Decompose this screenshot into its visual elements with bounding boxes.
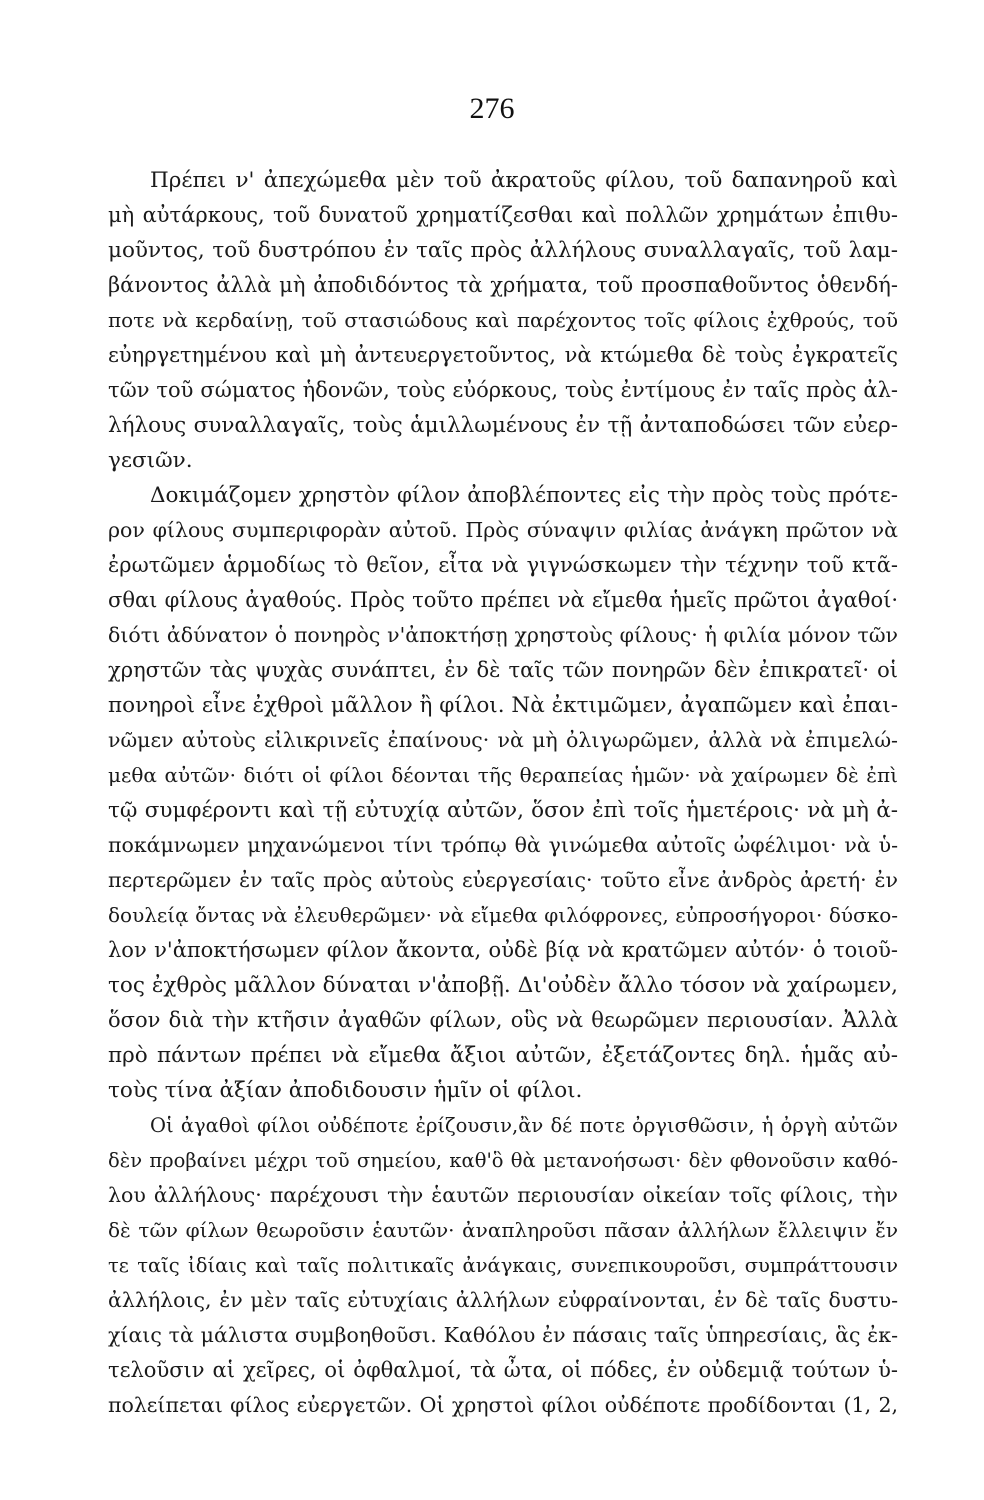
text-line: τε ταῖς ἰδίαις καὶ ταῖς πολιτικαῖς ἀνάγκαις, συνεπικουροῦσι, συμπράττουσιν: [108, 1254, 898, 1277]
text-line: χρηστῶν τὰς ψυχὰς συνάπτει, ἐν δὲ ταῖς τῶν πονηρῶν δὲν ἐπικρατεῖ· οἱ: [108, 658, 898, 682]
paragraph-3: [108, 1108, 898, 1423]
text-line: τοὺς τίνα ἀξίαν ἀποδιδουσιν ἡμῖν οἱ φίλοι.: [108, 1078, 583, 1103]
text-line: τῶν τοῦ σώματος ἡδονῶν, τοὺς εὐόρκους, τοὺς ἐντίμους ἐν ταῖς πρὸς ἀλ-: [108, 378, 898, 402]
paragraph-1: [108, 163, 898, 478]
text-line: ρον φίλους συμπεριφορὰν αὐτοῦ. Πρὸς σύναψιν φιλίας ἀνάγκη πρῶτον νὰ: [108, 518, 898, 542]
text-line: δουλείᾳ ὄντας νὰ ἐλευθερῶμεν· νὰ εἴμεθα φιλόφρονες, εὐπροσήγοροι· δύσκο-: [108, 903, 898, 927]
text-line: πρὸ πάντων πρέπει νὰ εἴμεθα ἄξιοι αὐτῶν, ἐξετάζοντες δηλ. ἡμᾶς αὐ-: [108, 1043, 898, 1068]
text-line: πολείπεται φίλος εὐεργετῶν. Οἱ χρηστοὶ φίλοι οὐδέποτε προδίδονται (1, 2,: [108, 1393, 898, 1417]
text-line: νῶμεν αὐτοὺς εἰλικρινεῖς ἐπαίνους· νὰ μὴ ὀλιγωρῶμεν, ἀλλὰ νὰ ἐπιμελώ-: [108, 728, 898, 752]
text-line: μοῦντος, τοῦ δυστρόπου ἐν ταῖς πρὸς ἀλλήλους συναλλαγαῖς, τοῦ λαμ-: [108, 238, 898, 263]
text-line: λήλους συναλλαγαῖς, τοὺς ἁμιλλωμένους ἐν τῇ ἀνταποδώσει τῶν εὐερ-: [108, 413, 898, 438]
text-line: γεσιῶν.: [108, 448, 193, 473]
text-line: ἀλλήλοις, ἐν μὲν ταῖς εὐτυχίαις ἀλλήλων εὐφραίνονται, ἐν δὲ ταῖς δυστυ-: [108, 1288, 898, 1312]
text-line: μὴ αὐτάρκους, τοῦ δυνατοῦ χρηματίζεσθαι καὶ πολλῶν χρημάτων ἐπιθυ-: [108, 203, 898, 227]
text-line: μεθα αὐτῶν· διότι οἱ φίλοι δέονται τῆς θεραπείας ἡμῶν· νὰ χαίρωμεν δὲ ἐπὶ: [108, 763, 898, 787]
text-line: λου ἀλλήλους· παρέχουσι τὴν ἑαυτῶν περιουσίαν οἰκείαν τοῖς φίλοις, τὴν: [108, 1183, 898, 1207]
text-line: διότι ἀδύνατον ὁ πονηρὸς ν'ἀποκτήσῃ χρηστοὺς φίλους· ἡ φιλία μόνον τῶν: [108, 623, 898, 647]
text-line: βάνοντος ἀλλὰ μὴ ἀποδιδόντος τὰ χρήματα, τοῦ προσπαθοῦντος ὁθενδή-: [108, 273, 898, 297]
text-line: δὲν προβαίνει μέχρι τοῦ σημείου, καθ'ὃ θὰ μετανοήσωσι· δὲν φθονοῦσιν καθό-: [108, 1149, 898, 1172]
text-line: Πρέπει ν' ἀπεχώμεθα μὲν τοῦ ἀκρατοῦς φίλου, τοῦ δαπανηροῦ καὶ: [150, 168, 898, 193]
text-line: δὲ τῶν φίλων θεωροῦσιν ἑαυτῶν· ἀναπληροῦσι πᾶσαν ἀλλήλων ἔλλειψιν ἔν: [108, 1218, 898, 1242]
text-line: Οἱ ἀγαθοὶ φίλοι οὐδέποτε ἐρίζουσιν,ἂν δέ ποτε ὀργισθῶσιν, ἡ ὀργὴ αὐτῶν: [150, 1114, 898, 1137]
body-text: [108, 163, 898, 1423]
text-line: ἐρωτῶμεν ἁρμοδίως τὸ θεῖον, εἶτα νὰ γιγνώσκωμεν τὴν τέχνην τοῦ κτᾶ-: [108, 553, 898, 577]
text-line: τος ἐχθρὸς μᾶλλον δύναται ν'ἀποβῇ. Δι'οὐδὲν ἄλλο τόσον νὰ χαίρωμεν,: [108, 973, 898, 998]
text-line: τῷ συμφέροντι καὶ τῇ εὐτυχίᾳ αὐτῶν, ὅσον ἐπὶ τοῖς ἡμετέροις· νὰ μὴ ἀ-: [108, 798, 898, 823]
text-line: πονηροὶ εἶνε ἐχθροὶ μᾶλλον ἢ φίλοι. Νὰ ἐκτιμῶμεν, ἀγαπῶμεν καὶ ἐπαι-: [108, 693, 898, 718]
text-line: τελοῦσιν αἱ χεῖρες, οἱ ὀφθαλμοί, τὰ ὦτα, οἱ πόδες, ἐν οὐδεμιᾷ τούτων ὑ-: [108, 1358, 898, 1382]
text-line: ποκάμνωμεν μηχανώμενοι τίνι τρόπῳ θὰ γινώμεθα αὐτοῖς ὠφέλιμοι· νὰ ὑ-: [108, 833, 898, 857]
text-line: εὐηργετημένου καὶ μὴ ἀντευεργετοῦντος, νὰ κτώμεθα δὲ τοὺς ἐγκρατεῖς: [108, 343, 898, 367]
paragraph-2: [108, 478, 898, 1108]
text-line: Δοκιμάζομεν χρηστὸν φίλον ἀποβλέποντες εἰς τὴν πρὸς τοὺς πρότε-: [150, 483, 898, 508]
text-line: λον ν'ἀποκτήσωμεν φίλον ἄκοντα, οὐδὲ βίᾳ νὰ κρατῶμεν αὐτόν· ὁ τοιοῦ-: [108, 938, 898, 962]
text-line: χίαις τὰ μάλιστα συμβοηθοῦσι. Καθόλου ἐν πάσαις ταῖς ὑπηρεσίαις, ἃς ἐκ-: [108, 1323, 898, 1347]
text-line: ποτε νὰ κερδαίνῃ, τοῦ στασιώδους καὶ παρέχοντος τοῖς φίλοις ἐχθρούς, τοῦ: [108, 308, 898, 332]
text-line: περτερῶμεν ἐν ταῖς πρὸς αὐτοὺς εὐεργεσίαις· τοῦτο εἶνε ἀνδρὸς ἀρετή· ἐν: [108, 868, 898, 892]
text-line: σθαι φίλους ἀγαθούς. Πρὸς τοῦτο πρέπει νὰ εἴμεθα ἡμεῖς πρῶτοι ἀγαθοί·: [108, 588, 898, 612]
text-line: ὅσον διὰ τὴν κτῆσιν ἀγαθῶν φίλων, οὓς νὰ θεωρῶμεν περιουσίαν. Ἀλλὰ: [108, 1008, 898, 1032]
page-number: 276: [469, 92, 515, 125]
